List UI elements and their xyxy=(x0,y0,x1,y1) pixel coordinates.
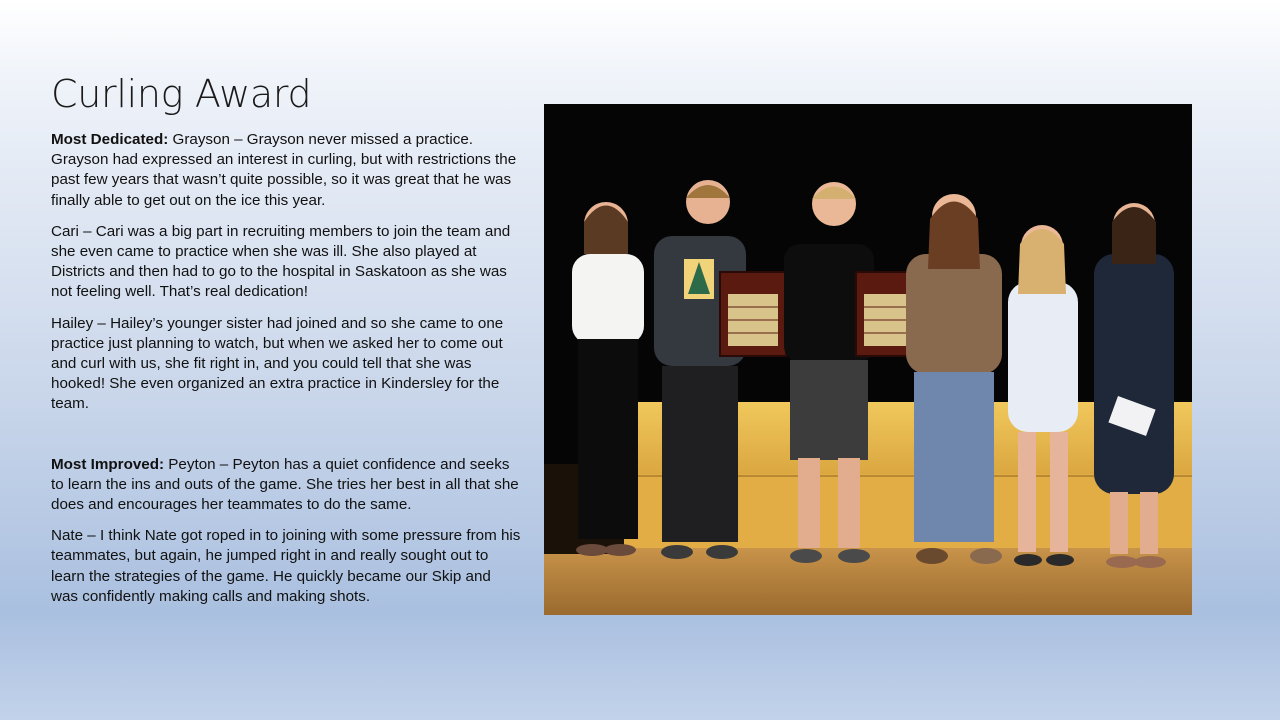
award-heading: Most Improved: xyxy=(51,455,165,473)
paragraph-most-dedicated xyxy=(51,130,521,211)
paragraph-most-improved xyxy=(51,455,521,516)
photo-illustration xyxy=(544,104,1192,615)
paragraph-hailey xyxy=(51,314,521,415)
paragraph-cari xyxy=(51,222,521,303)
award-heading: Most Dedicated: xyxy=(51,131,169,148)
paragraph-nate xyxy=(51,526,521,607)
paragraph-text: Cari – Cari was a big part in recruiting members to join the team and she even came to practice when she was ill. She also played at Districts and then had to go to the hospital in Saskatoon as she was not feeling well. That’s real dedication! xyxy=(51,222,511,301)
plaque-left xyxy=(720,272,786,356)
person-2 xyxy=(654,180,746,559)
slide-title: Curling Award xyxy=(51,72,312,116)
paragraph-text: Hailey – Hailey’s younger sister had joined and so she came to one practice just planning to watch, but when we asked her to come out and curl with us, she fit right in, and you could tell that she was hooked! She even organized an extra practice in Kindersley for the team. xyxy=(51,314,504,413)
slide-body xyxy=(51,130,521,618)
group-award-photo xyxy=(544,104,1192,615)
paragraph-text: Nate – I think Nate got roped in to joining with some pressure from his teammates, but again, he jumped right in and really sought out to learn the strategies of the game. He quickly became our Skip and was confidently making calls and making shots. xyxy=(51,527,521,605)
paragraph-text: Grayson – Grayson never missed a practice. Grayson had expressed an interest in curling, but with restrictions the past few years that wasn’t quite possible, so it was great that he was finally able to get out on the ice this year. xyxy=(51,131,517,209)
paragraph-text: Peyton – Peyton has a quiet confidence and seeks to learn the ins and outs of the game. She tries her best in all that she does and encourages her teammates to do the same. xyxy=(51,455,519,514)
